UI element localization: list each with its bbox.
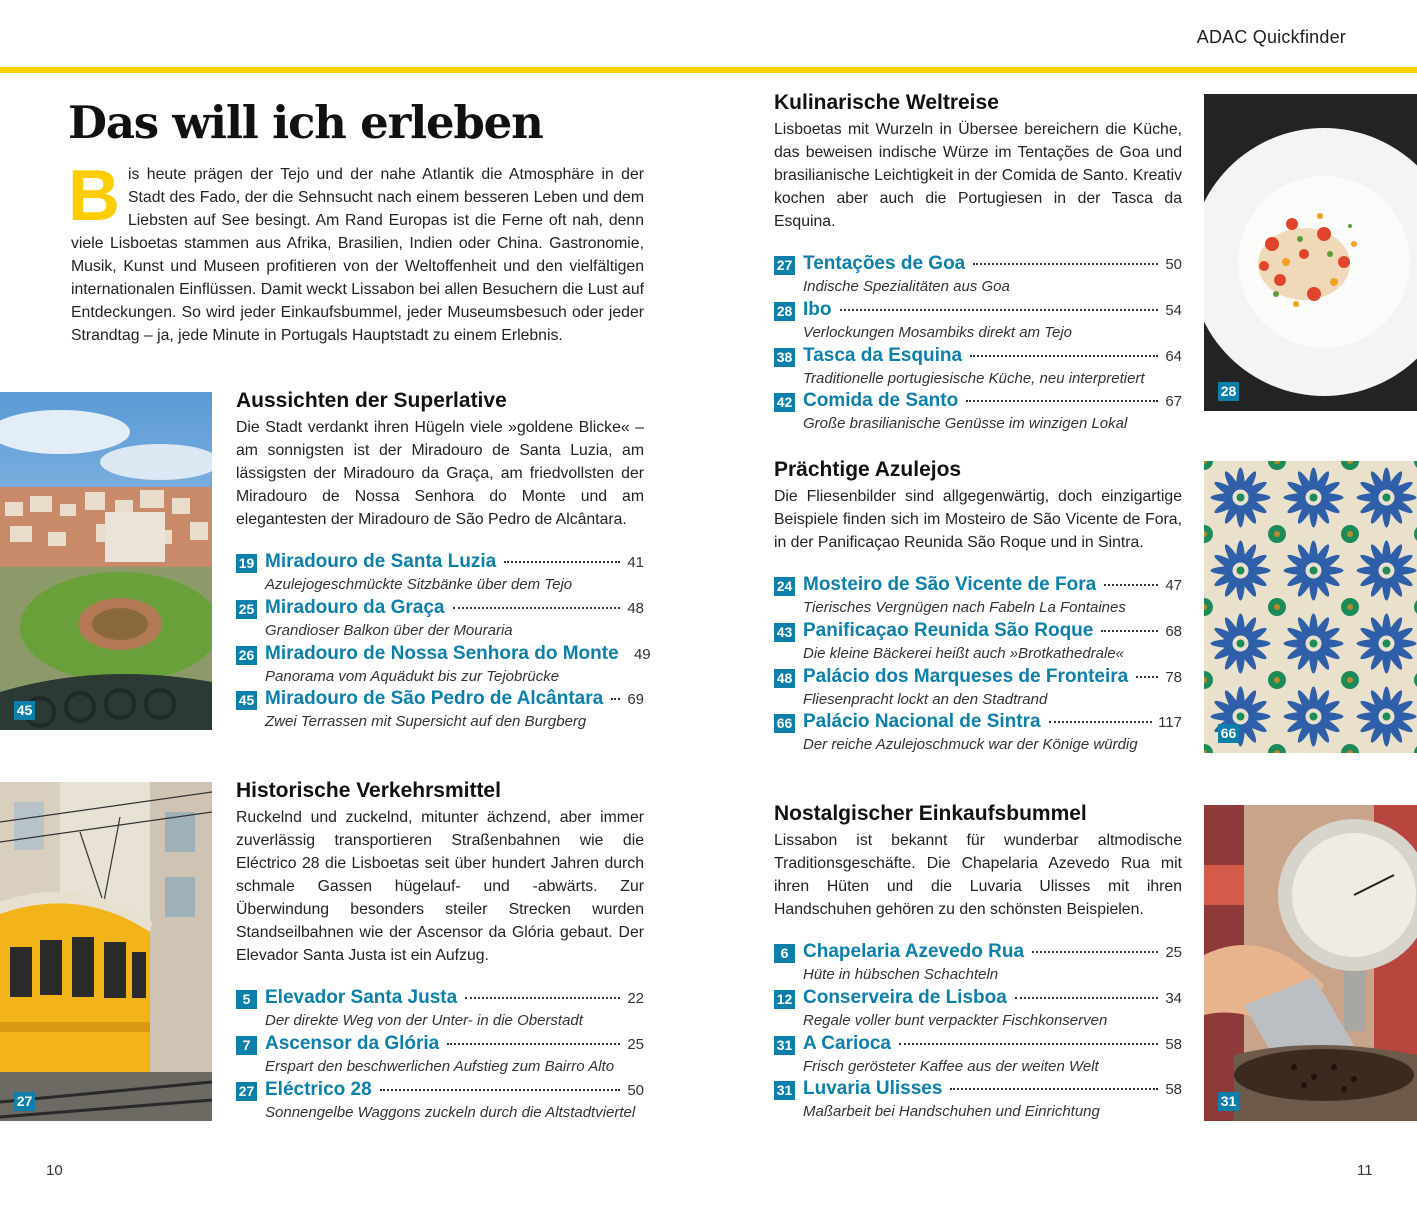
entry-description: Frisch gerösteter Kaffee aus der weiten Welt [803, 1057, 1099, 1075]
entry-page: 47 [1165, 577, 1182, 594]
intro-text: is heute prägen der Tejo und der nahe Atlantik die Atmosphäre in der Stadt des Fado, der die Sehnsucht nach einem besseren Leben und dem Liebsten auf See besingt. Am Rand Europas ist die Ferne oft nah, denn viele Lisboetas stammen aus Afrika, Brasilien, Indien oder China. Gastronomie, Musik, Kunst und Museen profitieren von der Weltoffenheit und den vielfältigen internationalen Einflüssen. Damit weckt Lissabon bei allen Besuchern die Lust auf Entdeckungen. So wird jeder Einkaufsbummel, jeder Museumsbesuch oder jeder Strandtag – ja, jede Minute in Portugals Hauptstadt zu einem Erlebnis. [71, 166, 644, 344]
photo-badge: 66 [1218, 724, 1239, 743]
entry-page: 48 [627, 599, 644, 617]
entry-number: 27 [236, 1082, 257, 1101]
entry-number: 6 [774, 944, 795, 963]
list-item[interactable] [774, 253, 1182, 299]
entry-page: 78 [1165, 668, 1182, 686]
entry-name-link[interactable]: Comida de Santo [803, 390, 959, 412]
entry-name-link[interactable]: Conserveira de Lisboa [803, 986, 1007, 1008]
entry-description: Regale voller bunt verpackter Fischkonserven [803, 1011, 1108, 1029]
list-item[interactable] [236, 551, 644, 597]
entry-description: Verlockungen Mosambiks direkt am Tejo [803, 323, 1073, 341]
entry-description: Indische Spezialitäten aus Goa [803, 278, 1010, 295]
entry-name-link[interactable]: Palácio dos Marqueses de Fronteira [803, 665, 1129, 687]
entry-page: 68 [1165, 622, 1182, 640]
leader-dots [465, 997, 620, 999]
photo-badge: 31 [1218, 1092, 1239, 1111]
list-item[interactable] [774, 666, 1182, 712]
entry-number: 45 [236, 691, 257, 710]
entry-number: 24 [774, 577, 795, 596]
leader-dots [899, 1043, 1158, 1045]
list-item[interactable] [774, 711, 1182, 757]
entry-page: 50 [627, 1081, 644, 1099]
entry-description: Maßarbeit bei Handschuhen und Einrichtung [803, 1103, 1100, 1121]
entry-number: 48 [774, 669, 795, 688]
entry-list [774, 253, 1182, 436]
entry-page: 41 [627, 554, 644, 571]
entry-description: Die kleine Bäckerei heißt auch »Brotkathedrale« [803, 644, 1125, 662]
entry-description: Tierisches Vergnügen nach Fabeln La Fontaines [803, 599, 1126, 616]
entry-page: 58 [1165, 1035, 1182, 1053]
entry-description: Der direkte Weg von der Unter- in die Oberstadt [265, 1012, 583, 1029]
list-item[interactable] [774, 620, 1182, 666]
entry-name-link[interactable]: Ibo [803, 298, 832, 320]
entry-description: Große brasilianische Genüsse im winzigen Lokal [803, 415, 1128, 433]
entry-number: 31 [774, 1081, 795, 1100]
entry-number: 38 [774, 348, 795, 367]
leader-dots [1136, 676, 1158, 678]
entry-name-link[interactable]: Miradouro da Graça [265, 596, 445, 618]
photo-badge: 28 [1218, 382, 1239, 401]
entry-page: 34 [1165, 989, 1182, 1007]
entry-list [774, 941, 1182, 1124]
list-item[interactable] [774, 1078, 1182, 1124]
section-text: Lisboetas mit Wurzeln in Übersee bereichern die Küche, das beweisen indische Würze im Tentações de Goa und brasilianische Leichtigkeit in der Comida de Santo. Kreativ kochen aber auch die Portugiesen in der Tasca da Esquina. [774, 121, 1182, 230]
dropcap: B [68, 156, 120, 236]
entry-description: Zwei Terrassen mit Supersicht auf den Burgberg [265, 713, 587, 731]
entry-page: 25 [627, 1035, 644, 1053]
list-item[interactable] [236, 642, 651, 689]
leader-dots [380, 1089, 620, 1091]
entry-page: 58 [1165, 1081, 1182, 1099]
entry-name-link[interactable]: Ascensor da Glória [265, 1032, 440, 1054]
section-heading: Aussichten der Superlative [236, 389, 507, 412]
entry-page: 54 [1165, 301, 1182, 319]
leader-dots [950, 1088, 1158, 1090]
leader-dots [1049, 721, 1152, 723]
page-number-right: 11 [1357, 1162, 1373, 1179]
entry-description: Der reiche Azulejoschmuck war der Könige würdig [803, 736, 1138, 754]
leader-dots [453, 607, 621, 609]
leader-dots [504, 561, 620, 563]
entry-number: 27 [774, 256, 795, 275]
list-item[interactable] [236, 1079, 644, 1125]
entry-description: Panorama vom Aquädukt bis zur Tejobrücke [265, 667, 560, 685]
section-text: Lissabon ist bekannt für wunderbar altmodische Traditionsgeschäfte. Die Chapelaria Azevedo Rua mit ihren Hüten und die Luvaria Ulisses mit ihren Handschuhen gehören zu den schönsten Beispielen. [774, 832, 1182, 918]
list-item[interactable] [236, 1033, 644, 1079]
entry-page: 64 [1165, 347, 1182, 365]
entry-number: 5 [236, 990, 257, 1009]
photo-viewpoint [0, 392, 212, 730]
entry-description: Azulejogeschmückte Sitzbänke über dem Tejo [265, 576, 573, 593]
entry-list [236, 987, 644, 1124]
section-heading: Prächtige Azulejos [774, 458, 962, 481]
entry-name-link[interactable]: Mosteiro de São Vicente de Fora [803, 574, 1097, 595]
section-text: Die Fliesenbilder sind allgegenwärtig, doch einzigartige Beispiele finden sich im Mosteiro de São Vicente de Fora, in der Panificaçao Reunida São Roque und in Sintra. [774, 488, 1182, 551]
entry-number: 42 [774, 393, 795, 412]
header-rule [0, 67, 1417, 73]
section-einkaufsbummel [774, 801, 1182, 1124]
entry-number: 43 [774, 623, 795, 642]
section-verkehrsmittel [236, 778, 644, 1124]
entry-number: 19 [236, 554, 257, 573]
entry-number: 31 [774, 1036, 795, 1055]
list-item[interactable] [236, 688, 644, 734]
photo-dish [1204, 94, 1417, 411]
list-item[interactable] [774, 1033, 1182, 1079]
entry-page: 50 [1165, 256, 1182, 273]
entry-name-link[interactable]: Miradouro de Santa Luzia [265, 551, 497, 572]
leader-dots [973, 263, 1158, 265]
brand-label: ADAC Quickfinder [1196, 27, 1346, 47]
list-item[interactable] [774, 941, 1182, 987]
entry-name-link[interactable]: Miradouro de Nossa Senhora do Monte [265, 642, 619, 664]
section-text: Die Stadt verdankt ihren Hügeln viele »goldene Blicke« – am sonnigsten ist der Miradouro de Santa Luzia, am lässigsten der Miradouro da Graça, am friedvollsten der Miradouro de Nossa Senhora do Monte und am elegantesten der Miradouro de São Pedro de Alcântara. [236, 419, 644, 528]
section-text: Ruckelnd und zuckelnd, mitunter ächzend, aber immer zuverlässig transportieren Straßenbahnen wie die Eléctrico 28 die Lisboetas seit über hundert Jahren durch schmale Gassen hügelauf- und -abwärts. Zur Überwindung besonders steiler Strecken wurden Standseilbahnen wie der Ascensor da Glória gebaut. Der Elevador Santa Justa ist ein Aufzug. [236, 809, 644, 964]
entry-page: 67 [1165, 393, 1182, 411]
entry-list [774, 574, 1182, 757]
list-item[interactable] [774, 299, 1182, 345]
entry-number: 7 [236, 1036, 257, 1055]
list-item[interactable] [236, 987, 644, 1033]
entry-name-link[interactable]: Luvaria Ulisses [803, 1078, 943, 1100]
entry-name-link[interactable]: Tentações de Goa [803, 253, 966, 274]
entry-page: 49 [633, 645, 651, 663]
entry-description: Erspart den beschwerlichen Aufstieg zum Bairro Alto [265, 1057, 615, 1075]
leader-dots [966, 400, 1158, 402]
entry-page: 117 [1158, 714, 1182, 732]
entry-name-link[interactable]: Miradouro de São Pedro de Alcântara [265, 688, 604, 710]
photo-azulejos [1204, 461, 1417, 753]
entry-list [236, 551, 651, 734]
entry-description: Fliesenpracht lockt an den Stadtrand [803, 690, 1048, 708]
entry-number: 25 [236, 600, 257, 619]
section-heading: Kulinarische Weltreise [774, 91, 999, 114]
list-item[interactable] [774, 390, 1182, 436]
photo-badge: 27 [14, 1092, 35, 1111]
entry-name-link[interactable]: Palácio Nacional de Sintra [803, 711, 1041, 733]
entry-number: 66 [774, 714, 795, 733]
page-title: Das will ich erleben [68, 96, 543, 149]
section-heading: Historische Verkehrsmittel [236, 779, 501, 802]
entry-description: Grandioser Balkon über der Mouraria [265, 621, 513, 639]
entry-description: Hüte in hübschen Schachteln [803, 966, 999, 983]
entry-number: 12 [774, 990, 795, 1009]
photo-coffee-scale [1204, 805, 1417, 1121]
intro-paragraph [68, 156, 644, 347]
entry-name-link[interactable]: Eléctrico 28 [265, 1078, 372, 1100]
entry-name-link[interactable]: A Carioca [803, 1032, 891, 1054]
leader-dots [1101, 630, 1158, 632]
leader-dots [1032, 951, 1158, 953]
entry-name-link[interactable]: Chapelaria Azevedo Rua [803, 941, 1025, 962]
leader-dots [840, 309, 1159, 311]
entry-page: 22 [627, 990, 644, 1007]
entry-page: 25 [1165, 944, 1182, 961]
entry-page: 69 [627, 691, 644, 709]
section-aussichten [236, 388, 651, 734]
leader-dots [970, 355, 1158, 357]
photo-badge: 45 [14, 701, 35, 720]
list-item[interactable] [774, 987, 1182, 1033]
entry-description: Sonnengelbe Waggons zuckeln durch die Altstadtviertel [265, 1103, 636, 1121]
entry-number: 26 [236, 646, 257, 665]
list-item[interactable] [236, 597, 644, 643]
leader-dots [1015, 997, 1158, 999]
section-kulinarisch [774, 90, 1182, 436]
list-item[interactable] [774, 345, 1182, 391]
entry-name-link[interactable]: Tasca da Esquina [803, 344, 963, 366]
section-heading: Nostalgischer Einkaufsbummel [774, 802, 1087, 825]
section-azulejos [774, 457, 1182, 757]
list-item[interactable] [774, 574, 1182, 620]
entry-description: Traditionelle portugiesische Küche, neu interpretiert [803, 369, 1145, 387]
page-number-left: 10 [46, 1162, 63, 1179]
leader-dots [611, 698, 620, 700]
leader-dots [1104, 584, 1158, 586]
entry-name-link[interactable]: Panificaçao Reunida São Roque [803, 619, 1094, 641]
entry-name-link[interactable]: Elevador Santa Justa [265, 987, 458, 1008]
entry-number: 28 [774, 302, 795, 321]
leader-dots [447, 1043, 620, 1045]
photo-tram [0, 782, 212, 1121]
